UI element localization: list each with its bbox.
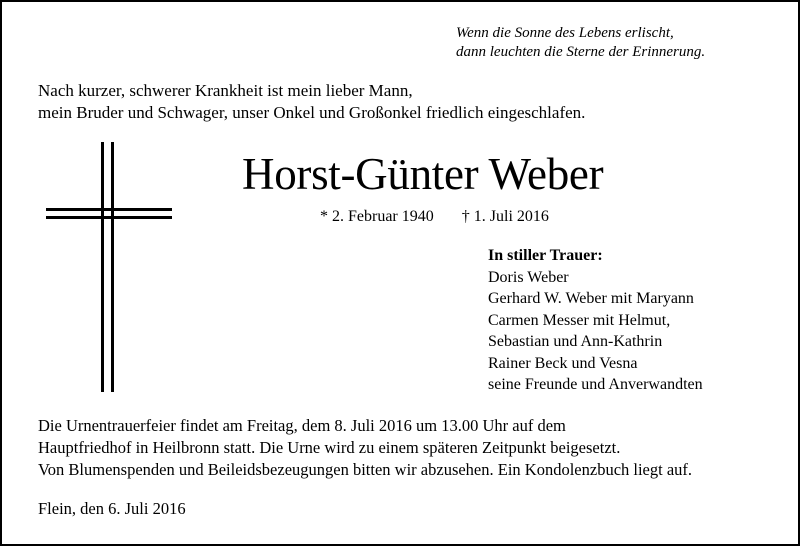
funeral-line-3: Von Blumenspenden und Beileidsbezeugungen bitten wir abzusehen. Ein Kondolenzbuch liegt auf. xyxy=(38,460,693,479)
mourners-list xyxy=(488,245,768,396)
deceased-name: Horst-Günter Weber xyxy=(242,149,604,199)
mourning-heading: In stiller Trauer: xyxy=(488,247,603,264)
cross-icon xyxy=(46,142,172,392)
epigraph-quote xyxy=(456,24,756,62)
funeral-line-2: Hauptfriedhof in Heilbronn statt. Die Urne wird zu einem späteren Zeitpunkt beigesetzt. xyxy=(38,438,621,457)
intro-text xyxy=(38,80,688,124)
quote-line-2: dann leuchten die Sterne der Erinnerung. xyxy=(456,44,706,60)
quote-line-1: Wenn die Sonne des Lebens erlischt, xyxy=(456,25,674,41)
place-and-date: Flein, den 6. Juli 2016 xyxy=(38,499,186,518)
funeral-info xyxy=(38,415,778,481)
birth-date: * 2. Februar 1940 xyxy=(320,208,434,225)
funeral-line-1: Die Urnentrauerfeier findet am Freitag, dem 8. Juli 2016 um 13.00 Uhr auf dem xyxy=(38,416,566,435)
mourner-name: Doris Weber xyxy=(488,268,569,286)
intro-line-2: mein Bruder und Schwager, unser Onkel und Großonkel friedlich eingeschlafen. xyxy=(38,103,586,122)
mourner-name: Gerhard W. Weber mit Maryann xyxy=(488,290,694,307)
mourner-name: Carmen Messer mit Helmut, xyxy=(488,311,671,329)
intro-line-1: Nach kurzer, schwerer Krankheit ist mein lieber Mann, xyxy=(38,81,413,100)
mourner-name: Sebastian und Ann-Kathrin xyxy=(488,333,663,350)
mourner-name: Rainer Beck und Vesna xyxy=(488,354,638,372)
death-date: † 1. Juli 2016 xyxy=(461,208,549,225)
life-dates xyxy=(320,207,549,227)
mourner-name: seine Freunde und Anverwandten xyxy=(488,376,703,393)
